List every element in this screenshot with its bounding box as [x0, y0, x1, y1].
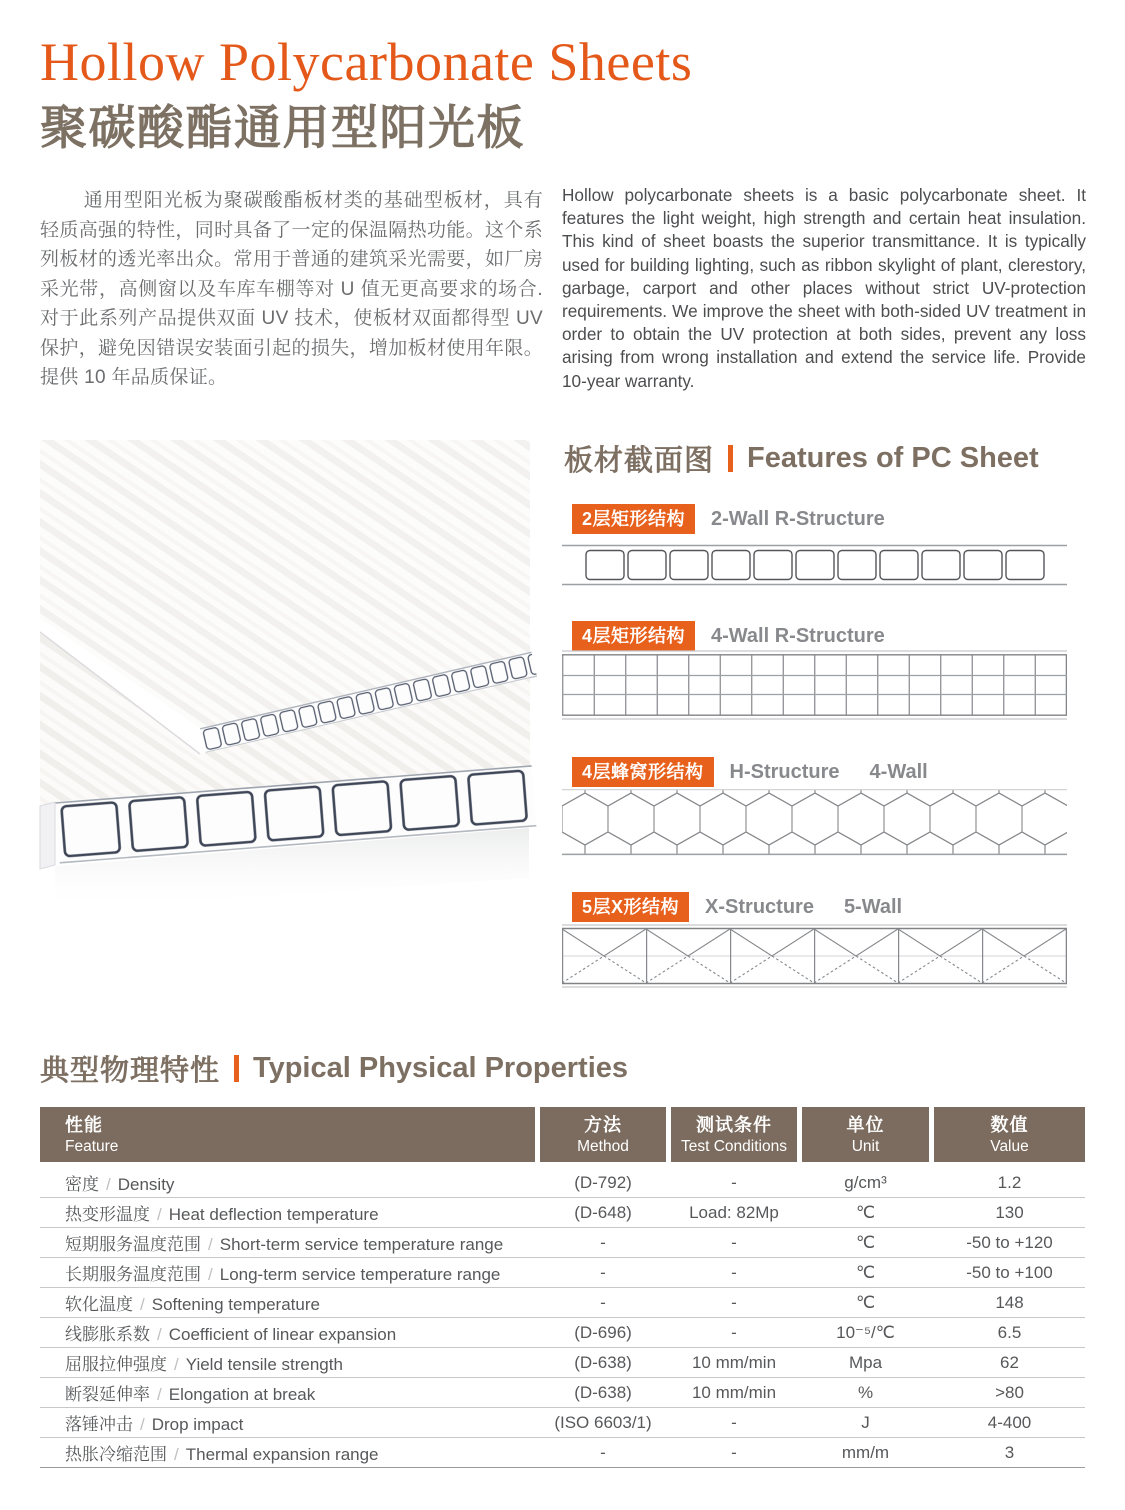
header-label-en: Test Conditions	[681, 1138, 787, 1155]
value-cell: >80	[995, 1382, 1024, 1402]
feature-cell	[40, 1290, 535, 1315]
features-heading-zh: 板材截面图	[564, 445, 715, 477]
condition-cell: -	[731, 1322, 737, 1342]
intro-paragraph-zh: 通用型阳光板为聚碳酸酯板材类的基础型板材，具有轻质高强的特性，同时具备了一定的保温隔热功能。这个系列板材的透光率出众。常用于普通的建筑采光需要，如厂房采光带，高侧窗以及车库车棚等对 U 值无更高要求的场合. 对于此系列产品提供双面 UV 技术，使板材双面都得型 UV 保护，避免因错误安装面引起的损失，增加板材使用年限。提供 10 年品质保证。	[40, 190, 543, 388]
condition-cell: -	[731, 1262, 737, 1282]
condition-cell: -	[731, 1442, 737, 1462]
value-cell: 4-400	[987, 1412, 1032, 1432]
header-label-en: Value	[990, 1138, 1029, 1155]
unit-cell: ℃	[855, 1262, 876, 1282]
header-cell-value	[934, 1107, 1085, 1162]
table-row	[40, 1258, 1085, 1288]
intro-paragraph-en: Hollow polycarbonate sheets is a basic polycarbonate sheet. It features the light weight, high strength and certain heat insulation. This kind of sheet boasts the superior transmittance. It is typically used for building lighting, such as ribbon skylight of plant, clerestory, garbage, carport and other places without strict UV-protection requirements. We improve the sheet with both-sided UV treatment in order to obtain the UV protection at both sides, prevent any loss arising from wrong installation and extend the service life. Provide 10-year warranty.	[562, 185, 1086, 391]
unit-cell: ℃	[855, 1202, 876, 1222]
feature-separator: /	[140, 1415, 145, 1434]
feature-cell	[40, 1170, 535, 1195]
header-label-en: Unit	[851, 1138, 880, 1155]
unit-cell: g/cm³	[844, 1172, 887, 1192]
feature-en: Softening temperature	[151, 1295, 320, 1314]
method-cell: (D-792)	[574, 1172, 632, 1192]
feature-zh: 长期服务温度范围	[65, 1265, 201, 1284]
unit-cell: 10⁻⁵/℃	[836, 1322, 895, 1342]
diagram-x-structure	[562, 924, 1067, 993]
header-label-zh: 测试条件	[696, 1115, 772, 1135]
condition-cell: -	[731, 1172, 737, 1192]
feature-zh: 屈服拉伸强度	[65, 1355, 167, 1374]
properties-heading-en: Typical Physical Properties	[253, 1052, 629, 1084]
feature-cell	[40, 1440, 535, 1465]
page-title: Hollow Polycarbonate Sheets	[40, 32, 693, 92]
structure-item-2wall	[572, 504, 885, 534]
value-cell: 3	[1004, 1442, 1015, 1462]
value-cell: 62	[1000, 1352, 1019, 1372]
unit-cell: ℃	[855, 1292, 876, 1312]
feature-separator: /	[208, 1265, 213, 1284]
unit-cell: %	[857, 1382, 874, 1402]
unit-cell: Mpa	[848, 1352, 883, 1372]
feature-en: Yield tensile strength	[185, 1355, 343, 1374]
header-cell-method	[540, 1107, 666, 1162]
feature-zh: 线膨胀系数	[65, 1325, 150, 1344]
header-cell-test-conditions	[671, 1107, 797, 1162]
condition-cell: -	[731, 1412, 737, 1432]
table-row	[40, 1228, 1085, 1258]
feature-separator: /	[174, 1445, 179, 1464]
feature-separator: /	[106, 1175, 111, 1194]
feature-en: Elongation at break	[168, 1385, 316, 1404]
method-cell: (D-638)	[574, 1382, 632, 1402]
value-cell: -50 to +120	[966, 1232, 1053, 1252]
feature-separator: /	[157, 1385, 162, 1404]
feature-zh: 热胀冷缩范围	[65, 1445, 167, 1464]
value-cell: -50 to +100	[966, 1262, 1053, 1282]
feature-cell	[40, 1320, 535, 1345]
structure-badge: 2层矩形结构	[572, 504, 695, 534]
feature-en: Heat deflection temperature	[168, 1205, 379, 1224]
feature-cell	[40, 1230, 535, 1255]
method-cell: (ISO 6603/1)	[554, 1412, 652, 1432]
structure-label: H-Structure	[729, 760, 840, 783]
feature-zh: 密度	[65, 1175, 99, 1194]
table-row	[40, 1318, 1085, 1348]
condition-cell: -	[731, 1292, 737, 1312]
feature-zh: 断裂延伸率	[65, 1385, 150, 1404]
feature-separator: /	[174, 1355, 179, 1374]
method-cell: (D-648)	[574, 1202, 632, 1222]
method-cell: -	[600, 1442, 606, 1462]
structure-badge: 5层X形结构	[572, 892, 689, 922]
features-heading-en: Features of PC Sheet	[747, 442, 1039, 474]
header-label-en: Feature	[65, 1138, 119, 1155]
feature-separator: /	[208, 1235, 213, 1254]
unit-cell: ℃	[855, 1232, 876, 1252]
diagram-rect-4wall	[562, 650, 1067, 725]
value-cell: 1.2	[997, 1172, 1022, 1192]
unit-cell: J	[861, 1412, 870, 1432]
method-cell: -	[600, 1232, 606, 1252]
method-cell: (D-638)	[574, 1352, 632, 1372]
header-label-en: Method	[577, 1138, 629, 1155]
header-cell-unit	[802, 1107, 929, 1162]
header-label-zh: 数值	[990, 1115, 1029, 1135]
properties-table-body	[40, 1168, 1085, 1468]
unit-cell: mm/m	[841, 1442, 890, 1462]
product-photo	[40, 440, 530, 930]
properties-heading-zh: 典型物理特性	[40, 1055, 221, 1087]
table-row	[40, 1378, 1085, 1408]
table-row	[40, 1198, 1085, 1228]
table-row	[40, 1168, 1085, 1198]
page-subtitle-zh: 聚碳酸酯通用型阳光板	[40, 101, 525, 154]
condition-cell: Load: 82Mp	[689, 1202, 779, 1222]
features-section-heading	[564, 438, 1039, 479]
diagram-rect-2wall	[562, 542, 1067, 593]
feature-zh: 落锤冲击	[65, 1415, 133, 1434]
header-label-zh: 单位	[846, 1115, 885, 1135]
feature-en: Coefficient of linear expansion	[168, 1325, 397, 1344]
structure-label: 4-Wall R-Structure	[711, 624, 885, 647]
condition-cell: -	[731, 1232, 737, 1252]
feature-separator: /	[157, 1205, 162, 1224]
method-cell: -	[600, 1292, 606, 1312]
table-row	[40, 1408, 1085, 1438]
feature-separator: /	[140, 1295, 145, 1314]
header-cell-feature	[40, 1107, 535, 1162]
header-label-zh: 方法	[584, 1115, 622, 1135]
feature-zh: 热变形温度	[65, 1205, 150, 1224]
feature-cell	[40, 1260, 535, 1285]
table-row	[40, 1438, 1085, 1468]
value-cell: 6.5	[997, 1322, 1022, 1342]
header-label-zh: 性能	[65, 1115, 103, 1135]
structure-label: X-Structure	[705, 895, 814, 918]
feature-en: Drop impact	[151, 1415, 244, 1434]
polycarbonate-sheets-image	[40, 440, 530, 930]
structure-label-secondary: 4-Wall	[869, 760, 928, 783]
structure-item-x5wall	[572, 892, 902, 922]
feature-cell	[40, 1200, 535, 1225]
structure-label: 2-Wall R-Structure	[711, 507, 885, 530]
feature-en: Thermal expansion range	[185, 1445, 379, 1464]
value-cell: 148	[995, 1292, 1024, 1312]
diagram-honeycomb	[562, 789, 1067, 861]
feature-cell	[40, 1350, 535, 1375]
heading-divider-bar	[728, 445, 733, 472]
structure-badge: 4层矩形结构	[572, 621, 695, 651]
feature-separator: /	[157, 1325, 162, 1344]
structure-item-honeycomb	[572, 757, 928, 787]
table-row	[40, 1288, 1085, 1318]
table-header-row	[40, 1107, 1085, 1162]
feature-cell	[40, 1380, 535, 1405]
feature-en: Long-term service temperature range	[219, 1265, 501, 1284]
value-cell: 130	[995, 1202, 1024, 1222]
feature-en: Short-term service temperature range	[219, 1235, 504, 1254]
condition-cell: 10 mm/min	[691, 1382, 777, 1402]
feature-zh: 短期服务温度范围	[65, 1235, 201, 1254]
properties-section	[40, 1048, 1085, 1468]
method-cell: (D-696)	[574, 1322, 632, 1342]
condition-cell: 10 mm/min	[691, 1352, 777, 1372]
structure-label-secondary: 5-Wall	[843, 895, 903, 918]
feature-zh: 软化温度	[65, 1295, 133, 1314]
features-section	[562, 438, 1086, 1008]
structure-item-4wall-r	[572, 621, 885, 651]
properties-section-heading	[40, 1048, 1085, 1089]
method-cell: -	[600, 1262, 606, 1282]
table-row	[40, 1348, 1085, 1378]
feature-en: Density	[117, 1175, 175, 1194]
structure-badge: 4层蜂窝形结构	[572, 757, 714, 787]
feature-cell	[40, 1410, 535, 1435]
heading-divider-bar	[234, 1055, 239, 1082]
